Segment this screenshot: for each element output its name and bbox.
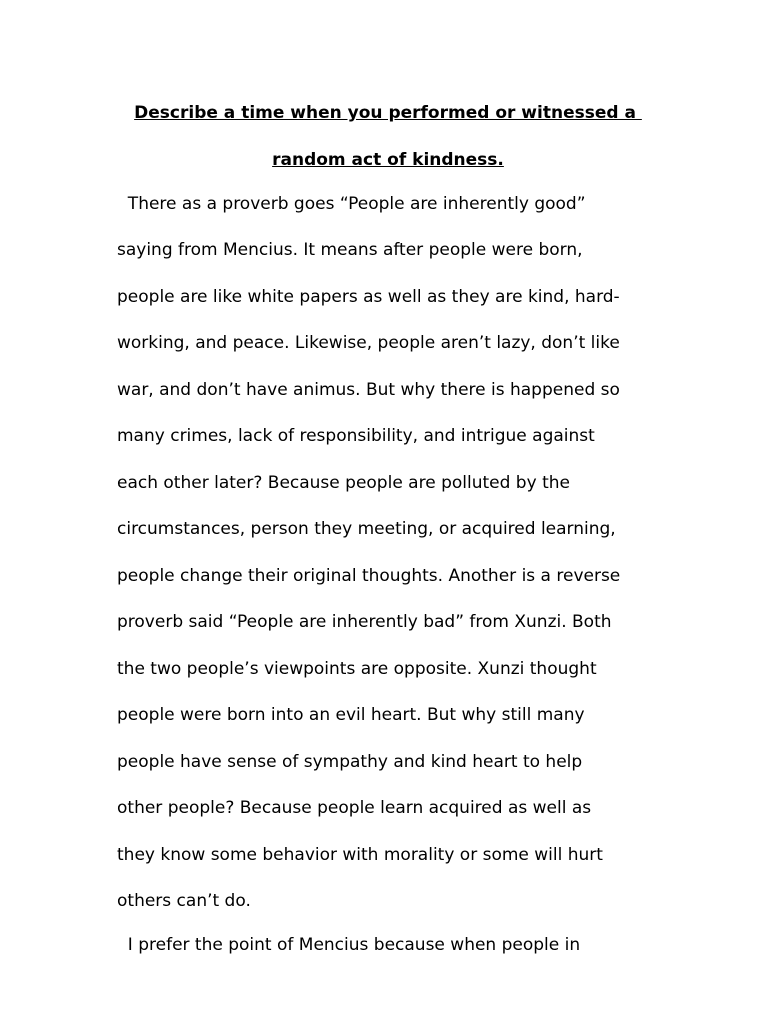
title-line: random act of kindness. [272,150,504,170]
body-line: circumstances, person they meeting, or acquired learning, [117,519,616,539]
body-line: many crimes, lack of responsibility, and intrigue against [117,426,595,446]
body-line: other people? Because people learn acquired as well as [117,798,592,818]
body-line: each other later? Because people are polluted by the [117,473,570,493]
body-line: proverb said “People are inherently bad” from Xunzi. Both [117,612,612,632]
body-line: the two people’s viewpoints are opposite. Xunzi thought [117,659,597,679]
body-line: they know some behavior with morality or some will hurt [117,845,603,865]
body-line: people are like white papers as well as they are kind, hard- [117,287,620,307]
body-line: war, and don’t have animus. But why there is happened so [117,380,620,400]
body-line: There as a proverb goes “People are inherently good” [117,194,586,214]
body-line: saying from Mencius. It means after people were born, [117,240,583,260]
body-line: people were born into an evil heart. But why still many [117,705,585,725]
body-line: people have sense of sympathy and kind heart to help [117,752,583,772]
body-line: working, and peace. Likewise, people aren’t lazy, don’t like [117,333,620,353]
title-line: Describe a time when you performed or witnessed a [134,103,642,123]
body-line: others can’t do. [117,891,251,911]
body-line: I prefer the point of Mencius because when people in [117,935,581,955]
body-line: people change their original thoughts. Another is a reverse [117,566,621,586]
